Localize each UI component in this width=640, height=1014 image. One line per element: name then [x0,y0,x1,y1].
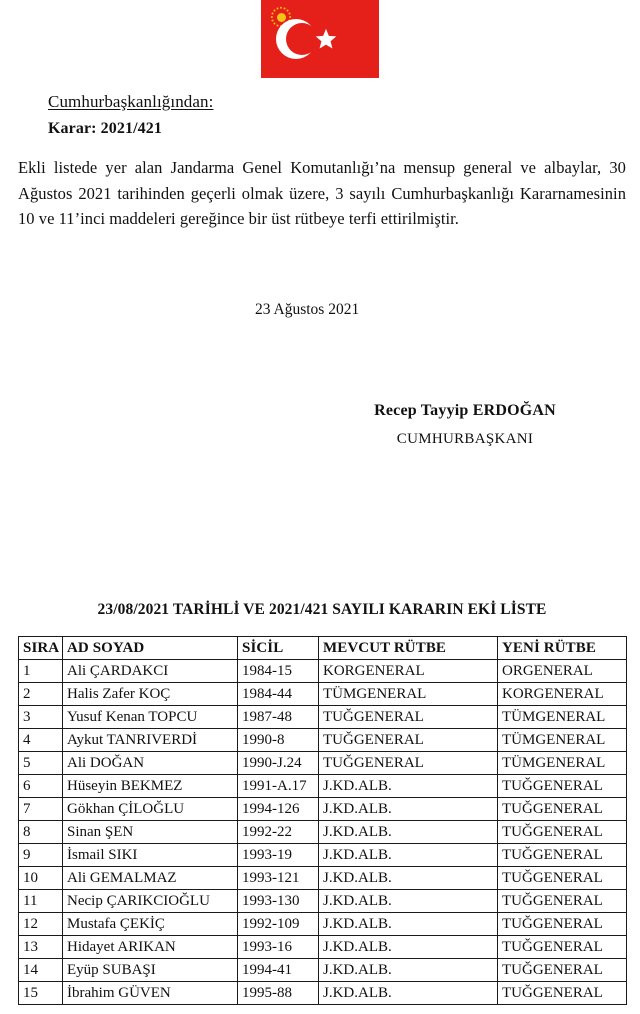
table-cell: J.KD.ALB. [319,959,498,982]
table-cell: Necip ÇARIKCIOĞLU [63,890,238,913]
column-header-2: SİCİL [238,637,319,660]
five-pointed-star-icon [315,28,337,50]
table-row [19,913,627,936]
sun-ray-star-icon [271,16,274,19]
presidential-emblem [261,0,379,78]
issuing-authority: Cumhurbaşkanlığından: [48,92,214,111]
table-row [19,775,627,798]
table-row [19,844,627,867]
table-cell: Eyüp SUBAŞI [63,959,238,982]
table-cell: Hüseyin BEKMEZ [63,775,238,798]
table-cell: 7 [19,798,63,821]
table-cell: 13 [19,936,63,959]
table-cell: 1993-16 [238,936,319,959]
table-cell: 1991-A.17 [238,775,319,798]
table-cell: J.KD.ALB. [319,913,498,936]
table-cell: TUĞGENERAL [319,752,498,775]
table-cell: 10 [19,867,63,890]
table-cell: TUĞGENERAL [498,798,627,821]
table-cell: 1993-130 [238,890,319,913]
signatory-name: Recep Tayyip ERDOĞAN [374,402,556,419]
table-cell: KORGENERAL [319,660,498,683]
table-row [19,729,627,752]
table-cell: TUĞGENERAL [498,890,627,913]
table-row [19,936,627,959]
table-row [19,752,627,775]
table-row [19,959,627,982]
table-cell: J.KD.ALB. [319,821,498,844]
table-cell: 12 [19,913,63,936]
table-cell: 1990-J.24 [238,752,319,775]
table-cell: Halis Zafer KOÇ [63,683,238,706]
sun-ray-star-icon [276,7,279,10]
table-cell: Ali DOĞAN [63,752,238,775]
table-row [19,660,627,683]
table-cell: 9 [19,844,63,867]
table-cell: 1994-126 [238,798,319,821]
table-cell: 1984-15 [238,660,319,683]
table-cell: J.KD.ALB. [319,844,498,867]
table-cell: ORGENERAL [498,660,627,683]
table-row [19,890,627,913]
table-cell: TUĞGENERAL [498,821,627,844]
table-cell: 1987-48 [238,706,319,729]
table-cell: Ali GEMALMAZ [63,867,238,890]
column-header-3: MEVCUT RÜTBE [319,637,498,660]
table-cell: 8 [19,821,63,844]
table-cell: TÜMGENERAL [498,729,627,752]
table-cell: İsmail SIKI [63,844,238,867]
table-cell: 1993-19 [238,844,319,867]
table-cell: 5 [19,752,63,775]
table-cell: TUĞGENERAL [498,844,627,867]
table-cell: TUĞGENERAL [498,959,627,982]
column-header-4: YENİ RÜTBE [498,637,627,660]
table-cell: 6 [19,775,63,798]
table-cell: 14 [19,959,63,982]
table-cell: J.KD.ALB. [319,890,498,913]
table-cell: 1993-121 [238,867,319,890]
table-cell: TUĞGENERAL [498,982,627,1005]
table-cell: 3 [19,706,63,729]
table-cell: İbrahim GÜVEN [63,982,238,1005]
sun-ray-star-icon [280,7,283,10]
sun-ray-star-icon [276,24,279,27]
table-cell: TUĞGENERAL [498,936,627,959]
table-cell: 1992-109 [238,913,319,936]
signature-block [330,400,600,450]
issue-date: 23 Ağustos 2021 [255,301,360,318]
table-row [19,706,627,729]
column-header-0: SIRA [19,637,63,660]
table-cell: 1984-44 [238,683,319,706]
table-cell: Yusuf Kenan TOPCU [63,706,238,729]
decree-body-text: Ekli listede yer alan Jandarma Genel Komutanlığı’na mensup general ve albaylar, 30 Ağustos 2021 tarihinden geçerli olmak üzere, 3 sayılı Cumhurbaşkanlığı Kararnamesinin 10 ve 11’inci maddeleri gereğince bir üst rütbeye terfi ettirilmiştir. [18,158,626,228]
turkish-flag-icon [261,0,379,78]
table-cell: 1995-88 [238,982,319,1005]
table-row [19,821,627,844]
table-cell: Hidayet ARIKAN [63,936,238,959]
sun-ray-star-icon [271,12,274,15]
signatory-title: CUMHURBAŞKANI [396,431,534,447]
table-row [19,982,627,1005]
table-cell: J.KD.ALB. [319,775,498,798]
column-header-1: AD SOYAD [63,637,238,660]
table-row [19,798,627,821]
sun-ray-star-icon [288,12,291,15]
table-cell: TUĞGENERAL [319,706,498,729]
table-cell: Mustafa ÇEKİÇ [63,913,238,936]
sun-ray-star-icon [271,19,274,22]
promotion-table-container [18,636,626,1005]
sun-ray-star-icon [289,16,292,19]
table-cell: TÜMGENERAL [498,752,627,775]
table-cell: 1 [19,660,63,683]
table-cell: 1990-8 [238,729,319,752]
table-row [19,683,627,706]
table-cell: TUĞGENERAL [498,913,627,936]
table-cell: 11 [19,890,63,913]
table-cell: Aykut TANRIVERDİ [63,729,238,752]
table-cell: Sinan ŞEN [63,821,238,844]
letterhead [48,91,588,139]
table-cell: KORGENERAL [498,683,627,706]
table-cell: Ali ÇARDAKCI [63,660,238,683]
table-cell: TUĞGENERAL [319,729,498,752]
table-cell: J.KD.ALB. [319,936,498,959]
crescent-cutout [286,23,318,55]
table-cell: Gökhan ÇİLOĞLU [63,798,238,821]
promotion-table [18,636,627,1005]
table-header-row [19,637,627,660]
table-cell: 1992-22 [238,821,319,844]
table-cell: TUĞGENERAL [498,867,627,890]
table-cell: J.KD.ALB. [319,867,498,890]
table-cell: TÜMGENERAL [319,683,498,706]
table-cell: TUĞGENERAL [498,775,627,798]
table-cell: J.KD.ALB. [319,982,498,1005]
table-cell: 2 [19,683,63,706]
table-cell: TÜMGENERAL [498,706,627,729]
table-cell: J.KD.ALB. [319,798,498,821]
annex-list-title: 23/08/2021 TARİHLİ VE 2021/421 SAYILI KARARIN EKİ LİSTE [97,601,547,618]
table-cell: 4 [19,729,63,752]
table-row [19,867,627,890]
sun-ray-star-icon [273,22,276,25]
decision-number: Karar: 2021/421 [48,120,162,137]
table-cell: 15 [19,982,63,1005]
sun-core [277,13,286,22]
table-cell: 1994-41 [238,959,319,982]
